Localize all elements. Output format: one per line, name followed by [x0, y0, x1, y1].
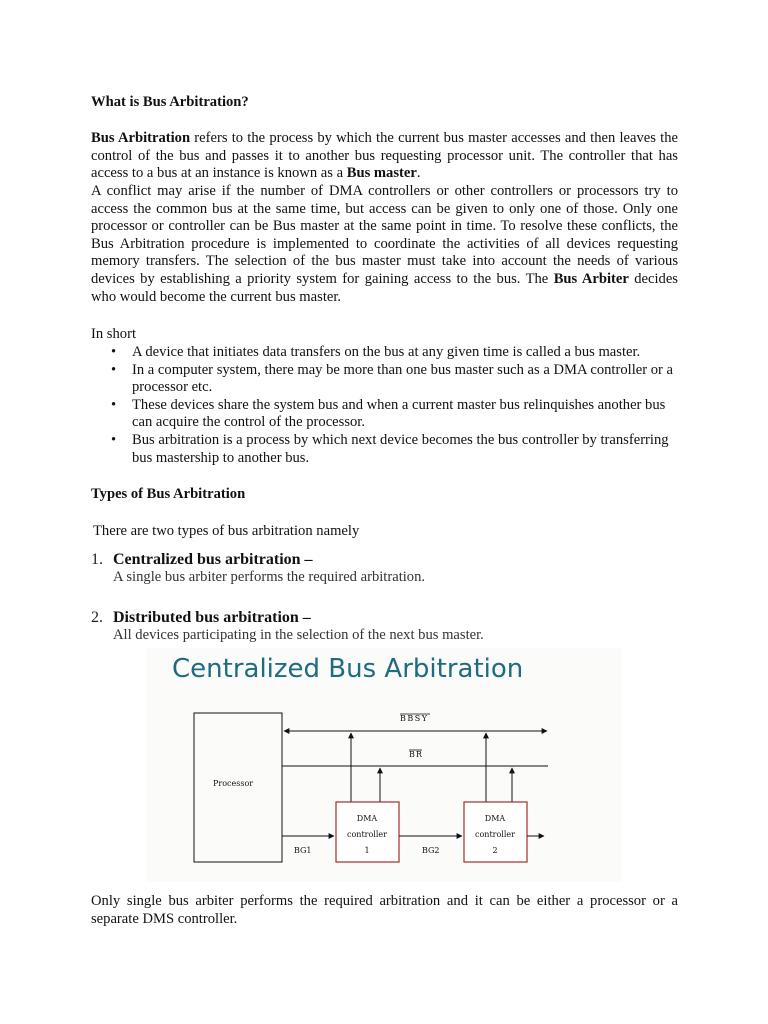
- bullet-item: • Bus arbitration is a process by which next device becomes the bus controller by transferring bus mastership to another bus.: [111, 431, 669, 466]
- type-number: 1.: [91, 551, 103, 568]
- dma1-line1: DMA: [356, 814, 378, 823]
- processor-label: Processor: [213, 779, 254, 788]
- intro-text-b: .: [416, 165, 421, 182]
- bullet-icon: •: [111, 344, 117, 360]
- bullet-item: • A device that initiates data transfers on the bus at any given time is called a bus master.: [111, 344, 641, 360]
- bg2-label: BG2: [422, 846, 440, 855]
- br-label: BR: [409, 750, 423, 759]
- type-description: A single bus arbiter performs the required arbitration.: [113, 569, 426, 585]
- intro-paragraph: [91, 130, 678, 183]
- page-title: What is Bus Arbitration?: [91, 94, 249, 110]
- conflict-text-b: decides who would become the current bus master.: [91, 270, 678, 305]
- closing-paragraph: Only single bus arbiter performs the required arbitration and it can be either a processor or a separate DMS controller.: [91, 893, 678, 927]
- dma1-line3: 1: [364, 846, 370, 855]
- dma2-line2: controller: [475, 830, 515, 839]
- type-description: All devices participating in the selection of the next bus master.: [113, 627, 484, 643]
- bullet-item: • In a computer system, there may be more than one bus master such as a DMA controller or a processor etc.: [111, 361, 674, 396]
- dma2-line3: 2: [492, 846, 498, 855]
- bullet-icon: •: [111, 361, 117, 378]
- type-item-centralized: [91, 550, 425, 586]
- type-label: Centralized bus arbitration –: [113, 551, 313, 568]
- types-intro: There are two types of bus arbitration namely: [93, 523, 360, 539]
- conflict-term: Bus Arbiter: [553, 270, 629, 287]
- intro-text-a: refers to the process by which the current bus master accesses and then leaves the control of the bus and passes it to another bus requesting processor unit. The controller that has access to a bus at an instance is known as a: [91, 130, 678, 182]
- type-item-distributed: [91, 608, 484, 644]
- dma1-line2: controller: [347, 830, 387, 839]
- diagram-svg: [146, 648, 622, 882]
- dma2-line1: DMA: [484, 814, 506, 823]
- bg1-label: BG1: [294, 846, 312, 855]
- bullet-item: • These devices share the system bus and when a current master bus relinquishes another bus can acquire the control of the processor.: [111, 396, 666, 431]
- in-short-label: In short: [91, 326, 136, 342]
- bullet-icon: •: [111, 431, 117, 448]
- bbsy-label: BBSY: [400, 714, 429, 723]
- type-number: 2.: [91, 609, 103, 626]
- type-label: Distributed bus arbitration –: [113, 609, 311, 626]
- intro-term2: Bus master: [346, 165, 417, 182]
- summary-bullets: [91, 344, 678, 467]
- bullet-icon: •: [111, 396, 117, 413]
- types-heading: Types of Bus Arbitration: [91, 486, 246, 502]
- centralized-arbitration-diagram: [146, 648, 622, 882]
- intro-term: Bus Arbitration: [91, 130, 191, 146]
- conflict-paragraph: [91, 183, 678, 306]
- conflict-text-a: A conflict may arise if the number of DMA controllers or other controllers or processors try to access the common bus at the same time, but access can be given to only one of those. Only one processor or controller can be Bus master at the same point in time. To resolve these conflicts, the Bus Arbitration procedure is implemented to coordinate the activities of all devices requesting memory transfers. The selection of the bus master must take into account the needs of various devices by establishing a priority system for gaining access to the bus. The: [91, 183, 678, 287]
- diagram-title: Centralized Bus Arbitration: [172, 654, 524, 684]
